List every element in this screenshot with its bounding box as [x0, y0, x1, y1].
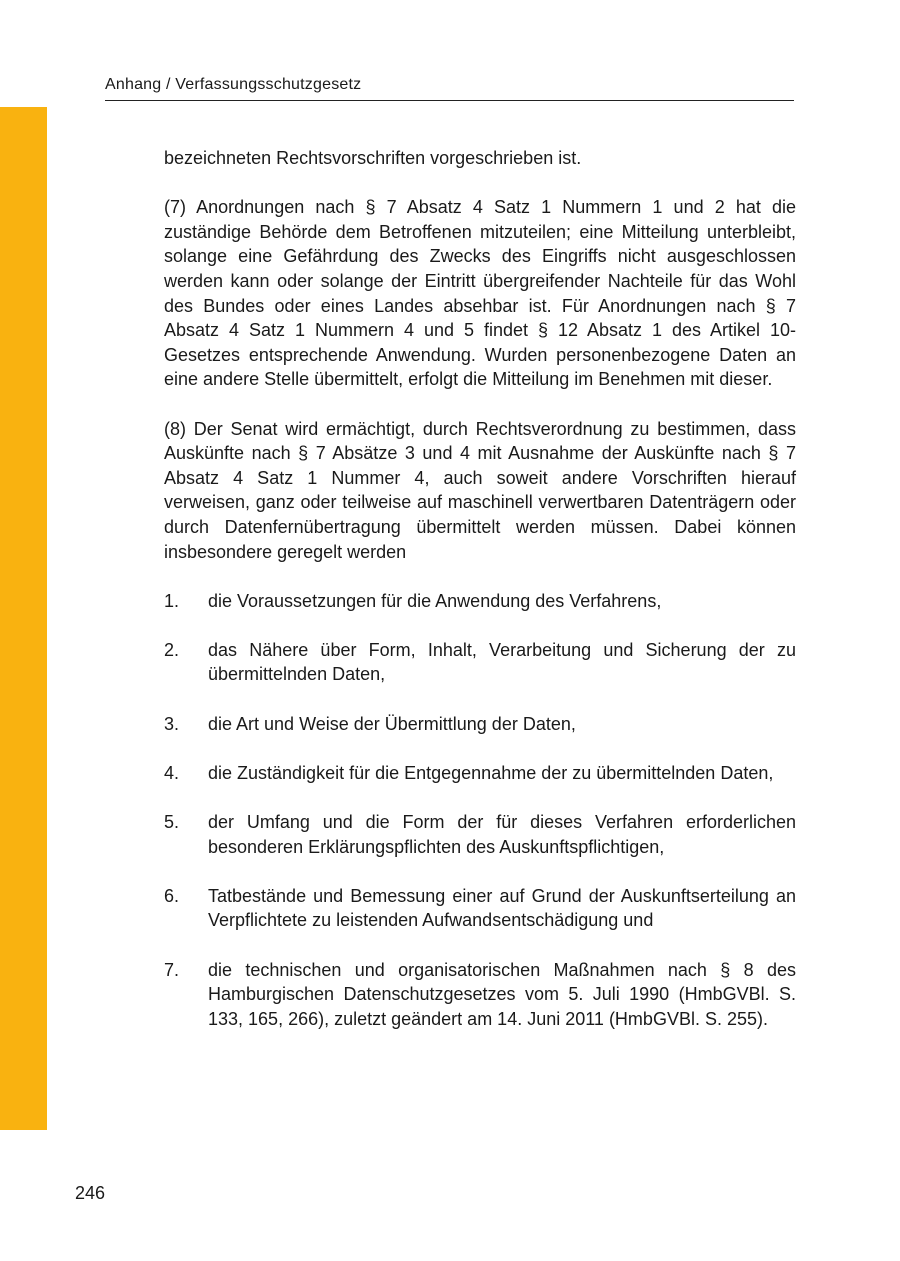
list-item [164, 712, 796, 737]
paragraph-continuation: bezeichneten Rechtsvorschriften vorgeschrieben ist. [164, 148, 582, 168]
list-item-number: 6. [164, 885, 180, 906]
list-item-text: die technischen und organisatorischen Maßnahmen nach § 8 des Hamburgischen Datenschutzgesetzes vom 5. Juli 1990 (HmbGVBl. S. 133, 165, 266), zuletzt geändert am 14. Juni 2011 (HmbGVBl. S. 255). [208, 959, 796, 1029]
list-item-text: der Umfang und die Form der für dieses Verfahren erforderlichen besonderen Erklärungspflichten des Auskunftspflichtigen, [208, 812, 796, 857]
page-body [164, 146, 796, 1056]
list-item-number: 3. [164, 713, 180, 734]
list-item [164, 884, 796, 933]
running-header [105, 76, 794, 101]
list-item [164, 761, 796, 786]
enumeration-list [164, 589, 796, 1032]
paragraph-8: (8) Der Senat wird ermächtigt, durch Rechtsverordnung zu bestimmen, dass Auskünfte nach § 7 Absätze 3 und 4 mit Ausnahme der Auskünfte nach § 7 Absatz 4 Satz 1 Nummer 4, auch soweit andere Vorschriften hierauf verweisen, ganz oder teilweise auf maschinell verwertbaren Datenträgern oder durch Datenfernübertragung übermittelt werden müssen. Dabei können insbesondere geregelt werden [164, 418, 796, 562]
list-item [164, 958, 796, 1032]
list-item [164, 638, 796, 687]
list-item-text: die Zuständigkeit für die Entgegennahme der zu übermittelnden Daten, [208, 762, 774, 783]
paragraph-7: (7) Anordnungen nach § 7 Absatz 4 Satz 1 Nummern 1 und 2 hat die zuständige Behörde dem Betroffenen mitzuteilen; eine Mitteilung unterbleibt, solange eine Gefährdung des Zwecks des Eingriffs nicht ausgeschlossen werden kann oder solange der Eintritt übergreifender Nachteile für das Wohl des Bundes oder eines Landes absehbar ist. Für Anordnungen nach § 7 Absatz 4 Satz 1 Nummern 4 und 5 findet § 12 Absatz 1 des Artikel 10-Gesetzes entsprechende Anwendung. Wurden personenbezogene Daten an eine andere Stelle übermittelt, erfolgt die Mitteilung im Benehmen mit dieser. [164, 197, 796, 390]
list-item-number: 7. [164, 959, 180, 980]
list-item [164, 589, 796, 614]
list-item-number: 2. [164, 639, 180, 660]
list-item-number: 5. [164, 812, 180, 833]
list-item-number: 4. [164, 762, 180, 783]
chapter-color-tab [0, 107, 47, 1130]
running-header-title: Anhang / Verfassungsschutzgesetz [105, 76, 362, 93]
list-item-text: die Voraussetzungen für die Anwendung des Verfahrens, [208, 590, 662, 611]
list-item-text: die Art und Weise der Übermittlung der Daten, [208, 713, 576, 734]
list-item-number: 1. [164, 590, 180, 611]
page-number: 246 [75, 1183, 106, 1203]
list-item [164, 810, 796, 859]
list-item-text: das Nähere über Form, Inhalt, Verarbeitung und Sicherung der zu übermittelnden Daten, [208, 639, 796, 685]
list-item-text: Tatbestände und Bemessung einer auf Grund der Auskunftserteilung an Verpflichtete zu leistenden Aufwandsentschädigung und [208, 885, 796, 931]
